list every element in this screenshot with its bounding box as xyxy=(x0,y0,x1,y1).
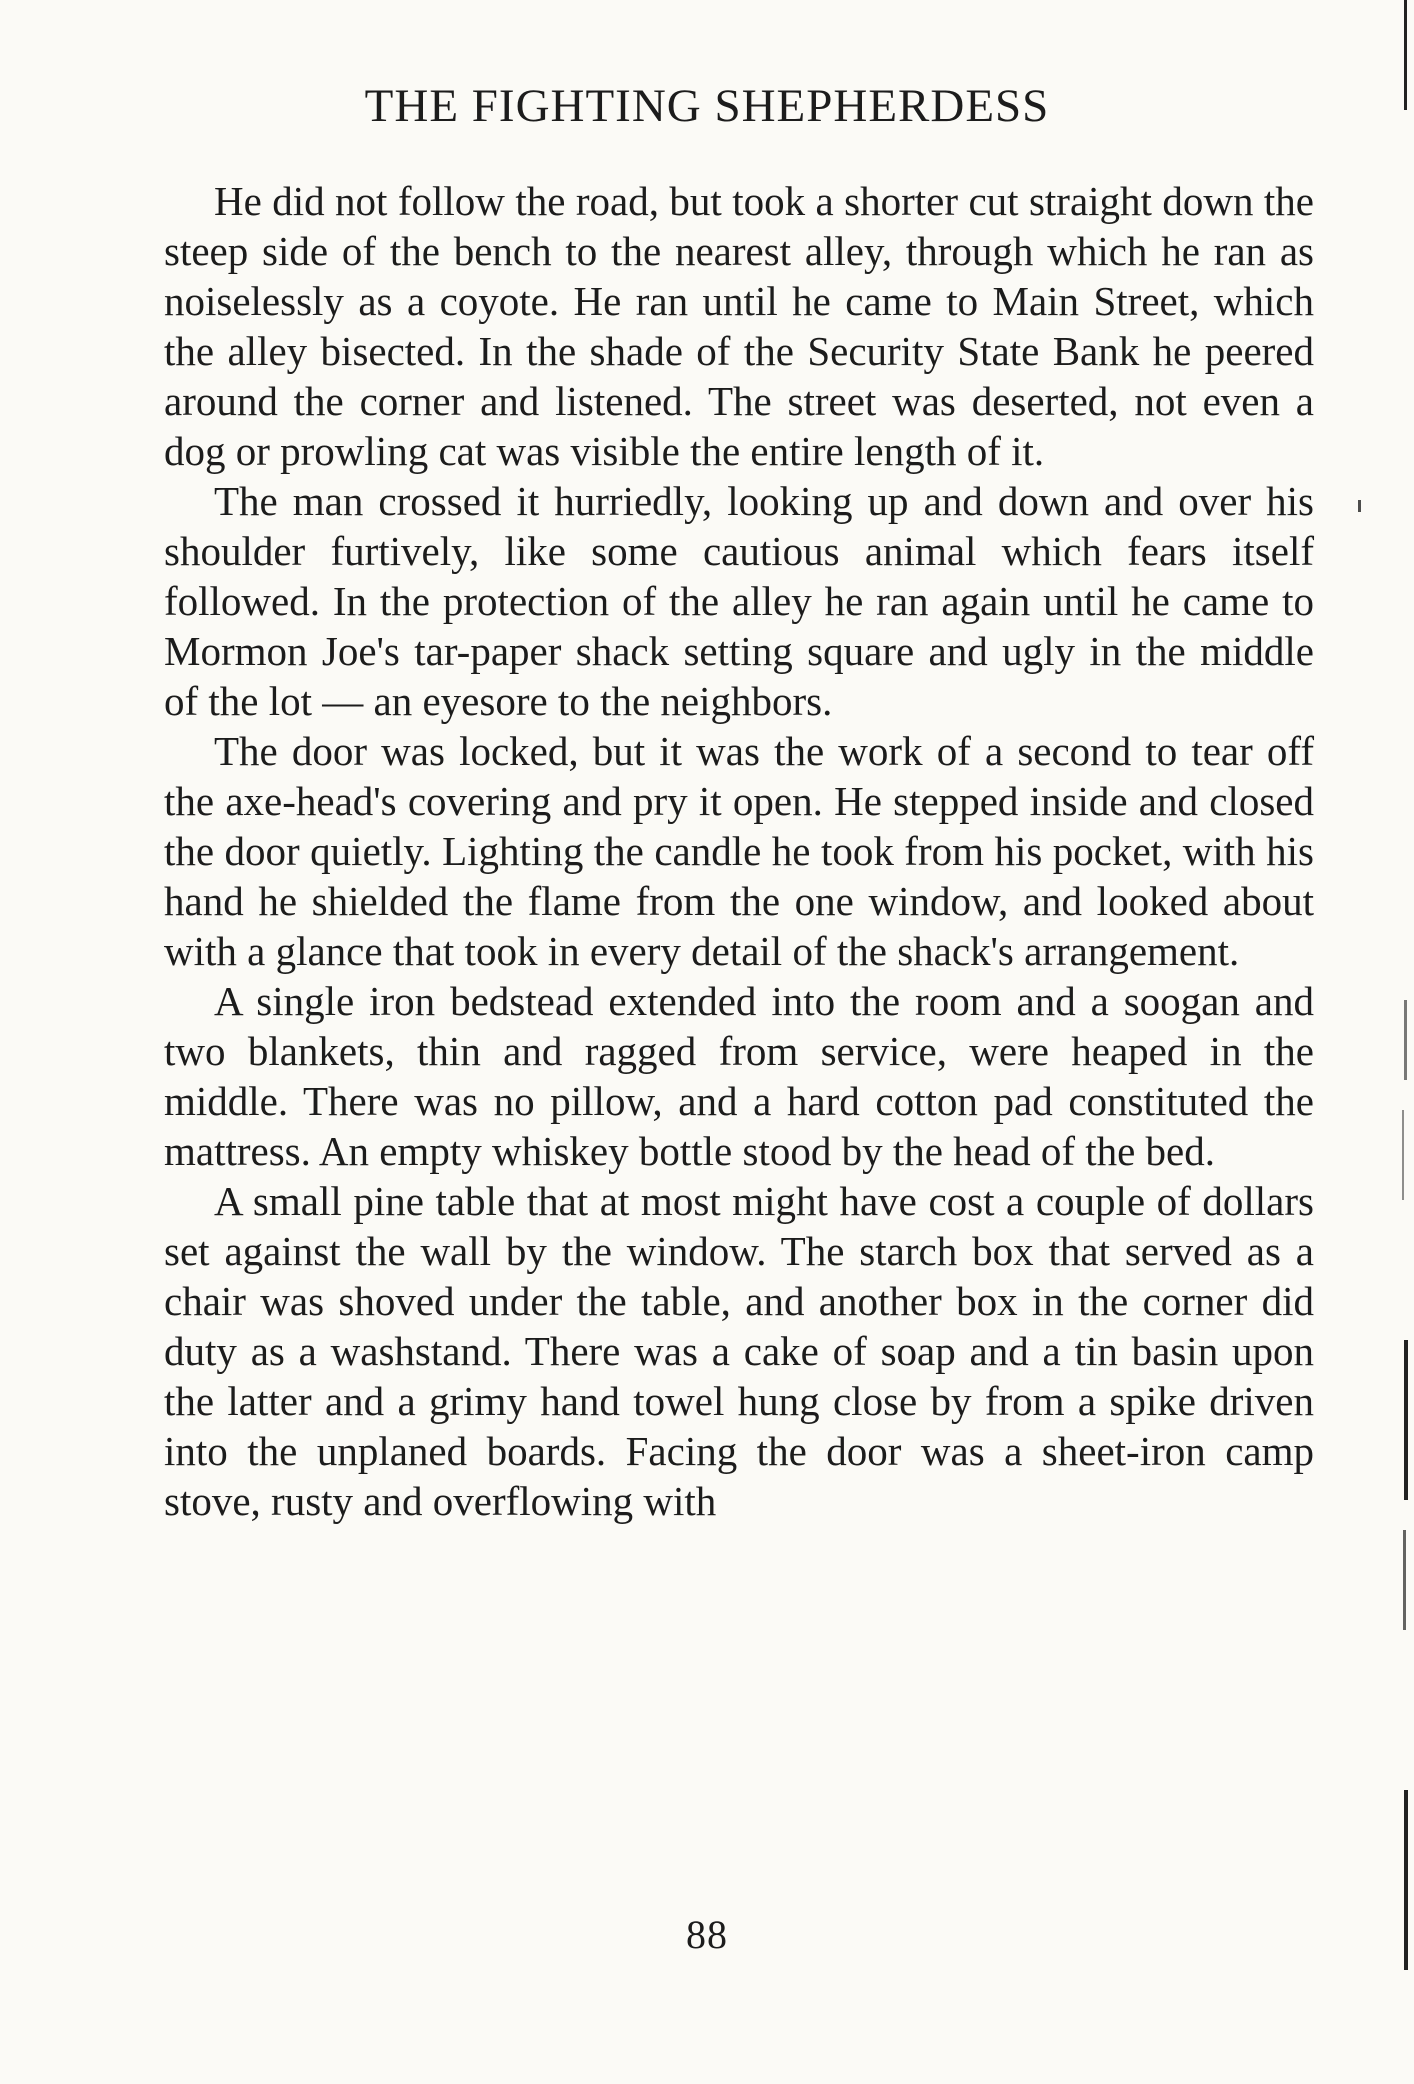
paragraph-3: The door was locked, but it was the work of a second to tear off the axe-head's covering and pry it open. He stepped inside and closed the door quietly. Lighting the candle he took from his pocket, with his hand he shielded the flame from the one window, and looked about with a glance that took in every detail of the shack's arrangement. xyxy=(164,728,1314,974)
edge-scan-mark xyxy=(1358,500,1361,512)
edge-scan-mark xyxy=(1404,0,1407,110)
paragraph-2: The man crossed it hurriedly, looking up and down and over his shoulder furtively, like some cautious animal which fears itself followed. In the protection of the alley he ran again until he came to Mormon Joe's tar-paper shack setting square and ugly in the middle of the lot — an eyesore to the neighbors. xyxy=(164,478,1314,724)
edge-scan-mark xyxy=(1404,1000,1407,1080)
page-number: 88 xyxy=(686,1912,728,1957)
paragraph-5: A small pine table that at most might have cost a couple of dollars set against the wall by the window. The starch box that served as a chair was shoved under the table, and another box in the corner did duty as a washstand. There was a cake of soap and a tin basin upon the latter and a grimy hand towel hung close by from a spike driven into the unplaned boards. Facing the door was a sheet-iron camp stove, rusty and overflowing with xyxy=(164,1178,1314,1524)
edge-scan-mark xyxy=(1403,1530,1406,1630)
edge-scan-mark xyxy=(1402,1110,1404,1200)
running-head: THE FIGHTING SHEPHERDESS xyxy=(364,80,1050,132)
edge-scan-mark xyxy=(1404,1790,1408,1970)
body-text xyxy=(164,176,1314,1526)
paragraph-1: He did not follow the road, but took a shorter cut straight down the steep side of the bench to the nearest alley, through which he ran as noiselessly as a coyote. He ran until he came to Main Street, which the alley bisected. In the shade of the Security State Bank he peered around the corner and listened. The street was deserted, not even a dog or prowling cat was visible the entire length of it. xyxy=(164,178,1314,474)
paragraph-4: A single iron bedstead extended into the room and a soogan and two blankets, thin and ragged from service, were heaped in the middle. There was no pillow, and a hard cotton pad constituted the mattress. An empty whiskey bottle stood by the head of the bed. xyxy=(164,978,1314,1174)
edge-scan-mark xyxy=(1404,1340,1408,1500)
